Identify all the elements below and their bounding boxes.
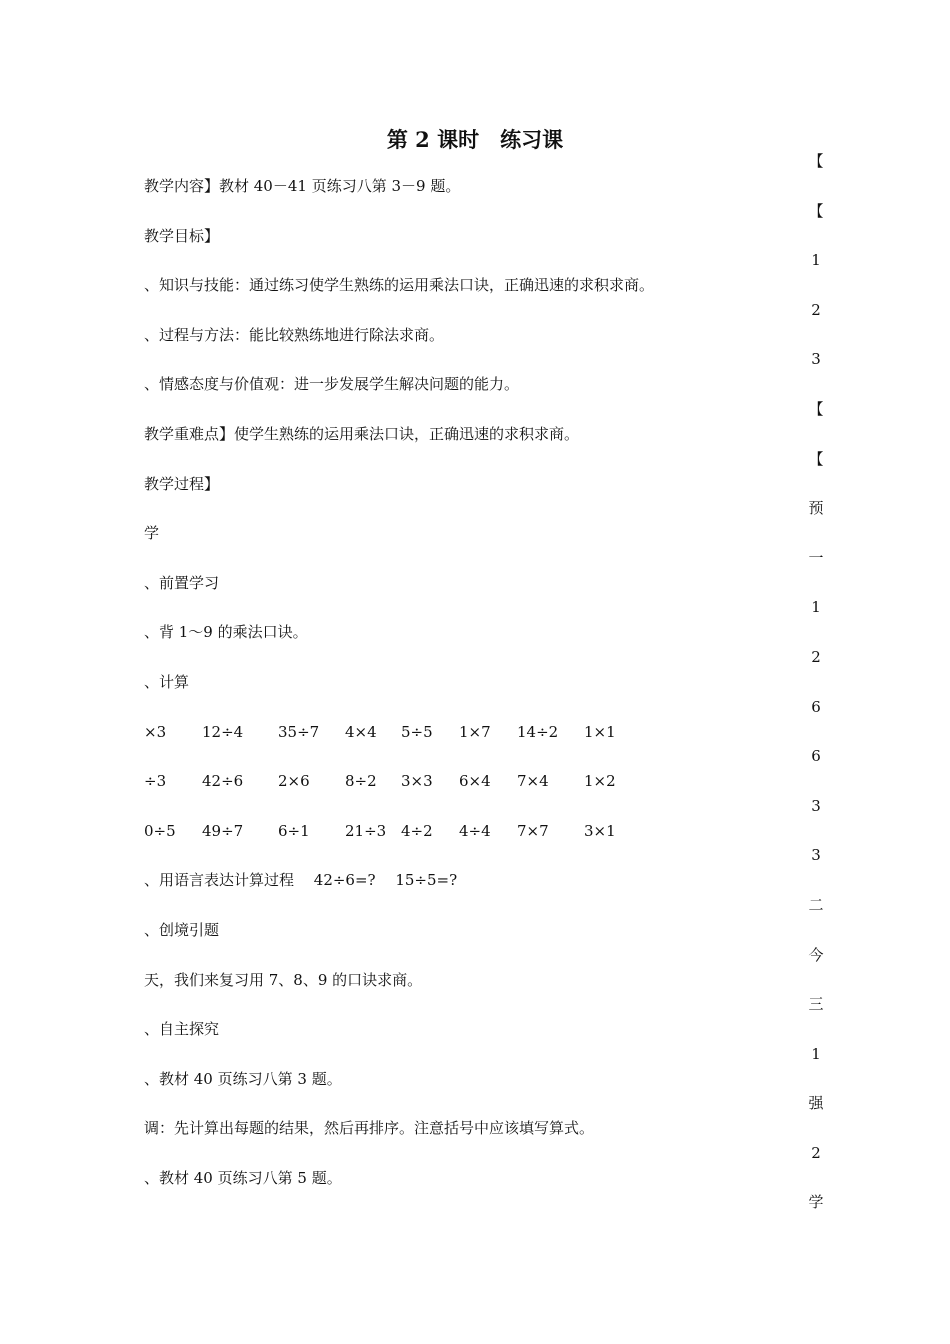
margin-char: 今 bbox=[808, 945, 824, 964]
calc-item: 1×1 bbox=[584, 722, 616, 741]
exercise-note: 调：先计算出每题的结果，然后再排序。注意括号中应该填写算式。 bbox=[144, 1119, 595, 1138]
margin-char: 【 bbox=[808, 399, 824, 418]
calc-item: 5÷5 bbox=[401, 722, 433, 741]
margin-char: 【 bbox=[808, 152, 824, 170]
margin-char: 3 bbox=[811, 846, 821, 865]
calc-item: 35÷7 bbox=[278, 722, 320, 741]
calc-item: 1×7 bbox=[459, 722, 491, 741]
calculate-heading: 、计算 bbox=[144, 672, 190, 691]
section-label: 学 bbox=[144, 524, 160, 543]
calc-item: 0÷5 bbox=[144, 821, 176, 840]
teaching-goals-heading: 教学目标】 bbox=[144, 226, 220, 245]
goal-attitude-values: 、情感态度与价值观：进一步发展学生解决问题的能力。 bbox=[144, 375, 520, 394]
margin-char: 一 bbox=[808, 548, 824, 567]
margin-char: 2 bbox=[811, 1143, 821, 1162]
margin-char: 2 bbox=[811, 300, 821, 319]
calc-item: 7×7 bbox=[517, 821, 549, 840]
margin-char: 1 bbox=[811, 1044, 821, 1063]
calc-item: 6÷1 bbox=[278, 821, 310, 840]
goal-process-method: 、过程与方法：能比较熟练地进行除法求商。 bbox=[144, 325, 445, 344]
margin-char: 二 bbox=[808, 895, 824, 914]
teaching-process-heading: 教学过程】 bbox=[144, 474, 220, 493]
self-exploration-heading: 、自主探究 bbox=[144, 1020, 220, 1039]
calc-item: 2×6 bbox=[278, 772, 310, 791]
margin-char: 3 bbox=[811, 350, 821, 369]
margin-character-column bbox=[798, 149, 834, 1240]
margin-char: 学 bbox=[808, 1193, 824, 1212]
calc-item: 3×1 bbox=[584, 821, 616, 840]
page-title: 第 2 课时 练习课 bbox=[386, 127, 564, 152]
margin-char: 1 bbox=[811, 251, 821, 270]
calc-item: ×3 bbox=[144, 722, 167, 741]
calc-item: 42÷6 bbox=[202, 772, 244, 791]
goal-knowledge-skills: 、知识与技能：通过练习使学生熟练的运用乘法口诀，正确迅速的求积求商。 bbox=[144, 276, 655, 295]
verbal-expression-line: 、用语言表达计算过程 42÷6=? 15÷5=? bbox=[144, 871, 458, 890]
calc-row bbox=[144, 769, 764, 819]
intro-text: 天，我们来复习用 7、8、9 的口诀求商。 bbox=[144, 970, 423, 989]
margin-char: 6 bbox=[811, 697, 821, 716]
calc-item: ÷3 bbox=[144, 772, 167, 791]
calc-item: 49÷7 bbox=[202, 821, 244, 840]
calc-item: 4×4 bbox=[345, 722, 377, 741]
key-difficulties-line: 教学重难点】使学生熟练的运用乘法口诀，正确迅速的求积求商。 bbox=[144, 424, 580, 443]
intro-heading: 、创境引题 bbox=[144, 920, 220, 939]
calc-item: 21÷3 bbox=[345, 821, 387, 840]
margin-char: 1 bbox=[811, 598, 821, 617]
calc-item: 1×2 bbox=[584, 772, 616, 791]
margin-char: 2 bbox=[811, 647, 821, 666]
margin-char: 【 bbox=[808, 201, 824, 220]
calc-item: 14÷2 bbox=[517, 722, 559, 741]
margin-char: 预 bbox=[808, 499, 824, 518]
calc-item: 8÷2 bbox=[345, 772, 377, 791]
calc-item: 4÷2 bbox=[401, 821, 433, 840]
recite-table-line: 、背 1～9 的乘法口诀。 bbox=[144, 623, 308, 642]
calc-row bbox=[144, 720, 764, 770]
calc-item: 3×3 bbox=[401, 772, 433, 791]
margin-char: 3 bbox=[811, 796, 821, 815]
margin-char: 6 bbox=[811, 747, 821, 766]
calc-item: 6×4 bbox=[459, 772, 491, 791]
main-text-column bbox=[144, 174, 764, 1215]
margin-char: 【 bbox=[808, 449, 824, 468]
pre-study-heading: 、前置学习 bbox=[144, 573, 220, 592]
calc-row bbox=[144, 819, 764, 869]
calc-item: 12÷4 bbox=[202, 722, 244, 741]
calc-item: 4÷4 bbox=[459, 821, 491, 840]
teaching-content-line: 教学内容】教材 40－41 页练习八第 3－9 题。 bbox=[144, 177, 461, 195]
exercise-item: 、教材 40 页练习八第 5 题。 bbox=[144, 1168, 342, 1187]
margin-char: 强 bbox=[808, 1094, 824, 1113]
margin-char: 三 bbox=[808, 995, 824, 1014]
exercise-item: 、教材 40 页练习八第 3 题。 bbox=[144, 1069, 342, 1088]
calc-item: 7×4 bbox=[517, 772, 549, 791]
